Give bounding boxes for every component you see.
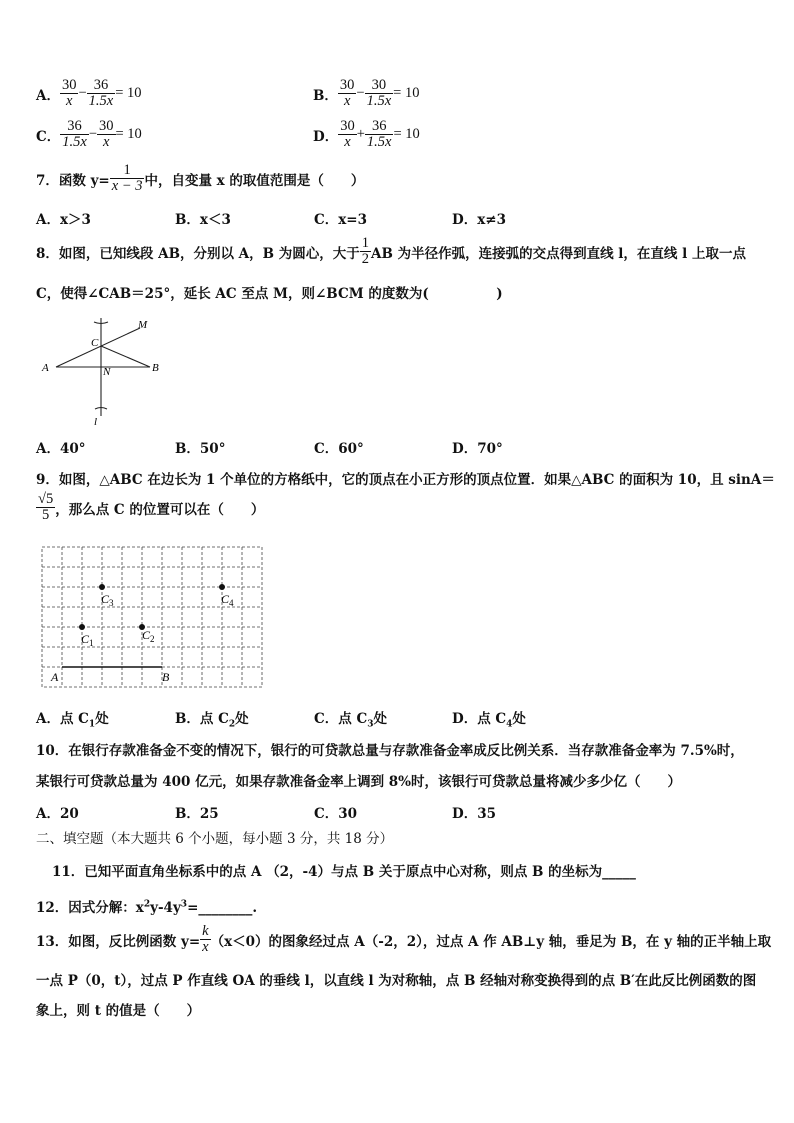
q9-point-c3	[99, 584, 105, 590]
q9-label-c1: $C_1$	[81, 632, 94, 648]
q13-fraction: $\frac{k}{x}$	[202, 923, 209, 955]
q8-option-d[interactable]: D．70°	[452, 441, 503, 457]
q7-option-a[interactable]: A．x＞3	[36, 212, 91, 228]
q8-label-c: C	[91, 337, 99, 349]
q7-stem: 7．函数 y= $\frac{1}{x - 3}$ 中，自变量 x 的取值范围是（ ）	[36, 162, 365, 194]
q6-option-b-label: B．	[313, 87, 338, 104]
q8-label-n: N	[103, 366, 111, 378]
q8-option-a[interactable]: A．40°	[36, 441, 86, 457]
q12-stem: 12．因式分解：$x^2y-4y^3=\_\_\_\_\_\_\_\_$.	[36, 899, 258, 916]
q6-option-c[interactable]: C． $\frac{36}{1.5x}$ − $\frac{30}{x}$ = 10	[36, 118, 142, 150]
q8-stem-line2: C，使得∠CAB＝25°，延长 AC 至点 M，则∠BCM 的度数为( )	[36, 286, 503, 302]
q10-option-b[interactable]: B．25	[175, 806, 219, 822]
q9-stem-line2: $\frac{√5}{5}$ ，那么点 C 的位置可以在（ ）	[38, 491, 265, 523]
q6-option-a-frac2: $\frac{36}{1.5x}$	[88, 77, 114, 109]
section2-title: 二、填空题（本大题共 6 个小题，每小题 3 分，共 18 分）	[36, 831, 394, 847]
q7-option-d[interactable]: D．x≠3	[452, 212, 506, 228]
q8-figure	[36, 312, 166, 430]
q13-stem-line3: 象上，则 t 的值是（ ）	[36, 1003, 201, 1019]
q10-stem-line2: 某银行可贷款总量为 400 亿元，如果存款准备金率上调到 8%时，该银行可贷款总量将减少多少亿（ ）	[36, 774, 681, 790]
q6-option-b-frac2: $\frac{30}{1.5x}$	[366, 77, 392, 109]
q9-option-c[interactable]: C．点 $C_3$处	[314, 711, 387, 730]
q9-grid	[42, 547, 262, 687]
q8-option-b[interactable]: B．50°	[175, 441, 226, 457]
q8-segment-cb	[101, 346, 150, 367]
q6-option-d-label: D．	[313, 128, 339, 145]
q6-option-d[interactable]: D． $\frac{30}{x}$ + $\frac{36}{1.5x}$ = 10	[313, 118, 420, 150]
q9-point-c4	[219, 584, 225, 590]
q8-option-c[interactable]: C．60°	[314, 441, 364, 457]
q13-stem-line1: 13．如图，反比例函数 y= $\frac{k}{x}$ （x＜0）的图象经过点 A（-2，2），过点 A 作 AB⊥y 轴，垂足为 B，在 y 轴的正半轴上取	[36, 923, 772, 955]
q9-label-c4: $C_4$	[221, 592, 234, 608]
q6-option-a-frac1: $\frac{30}{x}$	[61, 77, 77, 109]
q6-option-b[interactable]: B． $\frac{30}{x}$ − $\frac{30}{1.5x}$ = 10	[313, 77, 420, 109]
q8-stem-line1: 8．如图，已知线段 AB，分别以 A，B 为圆心，大于 $\frac{1}{2}$ AB 为半径作弧，连接弧的交点得到直线 l，在直线 l 上取一点	[36, 235, 746, 267]
q10-option-a[interactable]: A．20	[36, 806, 79, 822]
q9-fraction: $\frac{√5}{5}$	[38, 491, 54, 523]
q11-stem: 11．已知平面直角坐标系中的点 A （2，-4）与点 B 关于原点中心对称，则点 B 的坐标为_____	[52, 864, 636, 880]
q9-grid-figure	[40, 545, 266, 690]
q6-option-d-frac2: $\frac{36}{1.5x}$	[366, 118, 392, 150]
q8-label-m: M	[138, 319, 148, 331]
q9-label-c2: $C_2$	[142, 628, 155, 644]
q9-label-a: A	[51, 670, 59, 684]
q9-point-c1	[79, 624, 85, 630]
q8-label-b: B	[152, 362, 159, 374]
q10-option-d[interactable]: D．35	[452, 806, 496, 822]
q6-option-a-label: A．	[36, 87, 60, 104]
q10-option-c[interactable]: C．30	[314, 806, 358, 822]
q9-label-b: B	[162, 670, 170, 684]
q9-label-c3: $C_3$	[101, 592, 114, 608]
q9-option-a[interactable]: A．点 $C_1$处	[36, 711, 109, 730]
q6-option-d-frac1: $\frac{30}{x}$	[340, 118, 355, 150]
q7-fraction: $\frac{1}{x - 3}$	[111, 162, 143, 194]
q13-stem-line2: 一点 P（0，t），过点 P 作直线 OA 的垂线 l，以直线 l 为对称轴，点 B 经轴对称变换得到的点 B′在此反比例函数的图	[36, 973, 757, 989]
q10-stem-line1: 10．在银行存款准备金不变的情况下，银行的可贷款总量与存款准备金率成反比例关系．当存款准备金率为 7.5%时，	[36, 743, 744, 759]
q8-fraction: $\frac{1}{2}$	[361, 235, 370, 267]
q7-option-c[interactable]: C．x=3	[314, 212, 367, 228]
q6-option-b-frac1: $\frac{30}{x}$	[339, 77, 355, 109]
q6-option-a[interactable]: A． $\frac{30}{x}$ − $\frac{36}{1.5x}$ = 10	[36, 77, 142, 109]
q8-label-l: l	[94, 416, 98, 428]
q6-option-c-frac1: $\frac{36}{1.5x}$	[62, 118, 87, 150]
q8-label-a: A	[42, 362, 49, 374]
q9-stem-line1: 9．如图，△ABC 在边长为 1 个单位的方格纸中，它的顶点在小正方形的顶点位置．如果△ABC 的面积为 10，且 sinA＝	[36, 472, 775, 488]
q9-option-b[interactable]: B．点 $C_2$处	[175, 711, 249, 730]
q7-option-b[interactable]: B．x＜3	[175, 212, 231, 228]
q6-option-c-frac2: $\frac{30}{x}$	[99, 118, 114, 150]
q6-option-c-label: C．	[36, 128, 61, 145]
q9-option-d[interactable]: D．点 $C_4$处	[452, 711, 526, 730]
